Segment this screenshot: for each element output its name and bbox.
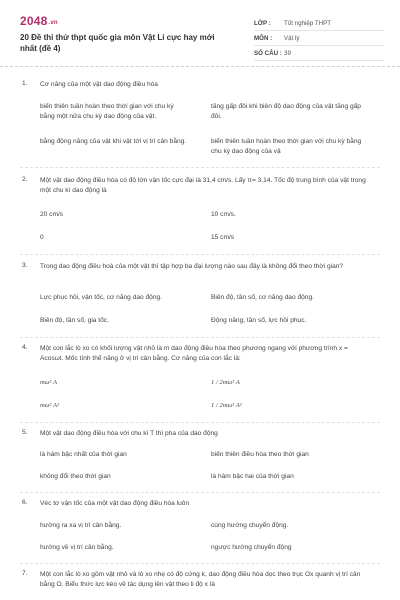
meta-value-mon: Vật lý	[284, 34, 300, 42]
option-c[interactable]: mω² A²	[40, 402, 60, 409]
option-c[interactable]: bằng động năng của vật khi vật tới vị trí cân bằng.	[40, 138, 187, 145]
option-d[interactable]: ngược hướng chuyển động	[211, 544, 292, 551]
meta-row-socau	[254, 46, 384, 61]
meta-row-lop	[254, 16, 384, 31]
meta-row-mon	[254, 31, 384, 46]
page-title: 20 Đề thi thử thpt quốc gia môn Vật Lí cực hay mới nhất (đề 4)	[20, 33, 215, 53]
option-d[interactable]: 15 cm/s	[211, 234, 235, 241]
option-a[interactable]: là hàm bậc nhất của thời gian	[40, 451, 127, 458]
option-a[interactable]: mω² A	[40, 379, 58, 386]
question-number: 6.	[22, 499, 28, 506]
option-d[interactable]: Động năng, tần số, lực hồi phục.	[211, 317, 307, 324]
option-b[interactable]: Biên độ, tần số, cơ năng dao động.	[211, 294, 314, 301]
question-text: Một con lắc lò xo gồm vật nhỏ và lò xo nhẹ có độ cứng k, dao động điều hòa dọc theo trục Ox quanh vị trí cân bằng O. Biểu thức lực kéo về tác dụng lên vật theo li độ x là	[40, 571, 361, 588]
question-text: Một con lắc lò xo có khối lượng vật nhỏ là m dao động điều hòa theo phương ngang với phương trình x = Acosωt. Mốc tính thế năng ở vị trí cân bằng. Cơ năng của con lắc là:	[40, 345, 348, 362]
question-text: Cơ năng của một vật dao động điều hòa	[40, 81, 158, 88]
logo-text: 2048	[20, 14, 48, 28]
question-number: 1.	[22, 80, 28, 87]
question-text: Một vật dao động điều hòa với chu kì T thì pha của dao động	[40, 430, 218, 437]
exam-meta	[254, 16, 384, 61]
divider	[20, 254, 380, 255]
option-b[interactable]: biến thiên điều hòa theo thời gian	[211, 451, 309, 458]
option-d[interactable]: là hàm bậc hai của thời gian	[211, 473, 294, 480]
meta-label-lop: LỚP :	[254, 19, 271, 27]
divider	[20, 337, 380, 338]
question-number: 5.	[22, 429, 28, 436]
option-b[interactable]: 1 / 2mω² A	[211, 379, 240, 386]
option-d[interactable]: biến thiên tuần hoàn theo thời gian với chu kỳ bằng chu kỳ dao động của vậ	[211, 138, 362, 155]
question-text: Trong dao động điều hoà của một vật thì tập hợp ba đại lượng nào sau đây là không đổi theo thời gian?	[40, 263, 344, 270]
site-logo[interactable]	[20, 14, 58, 28]
meta-label-mon: MÔN :	[254, 34, 273, 42]
divider	[20, 167, 380, 168]
option-a[interactable]: hướng ra xa vị trí cân bằng.	[40, 522, 122, 529]
meta-label-socau: SỐ CÂU :	[254, 49, 282, 57]
header	[0, 0, 400, 67]
option-a[interactable]: biến thiên tuần hoàn theo thời gian với chu kỳ bằng một nửa chu kỳ dao động của vật.	[40, 103, 174, 120]
option-a[interactable]: 20 cm/s	[40, 211, 64, 218]
option-b[interactable]: cùng hướng chuyển động.	[211, 522, 289, 529]
option-c[interactable]: 0	[40, 234, 44, 241]
option-b[interactable]: 10 cm/s.	[211, 211, 236, 218]
option-c[interactable]: hướng về vị trí cân bằng.	[40, 544, 114, 551]
option-b[interactable]: tăng gấp đôi khi biên độ dao động của vật tăng gấp đôi.	[211, 103, 361, 120]
option-d[interactable]: 1 / 2mω² A²	[211, 402, 242, 409]
meta-value-socau: 39	[284, 49, 291, 57]
question-text: Một vật dao động điều hòa có độ lớn vận tốc cực đại là 31,4 cm/s. Lấy π= 3,14. Tốc độ trung bình của vật trong một chu kì dao động là	[40, 177, 366, 194]
option-c[interactable]: Biên độ, tần số, gia tốc.	[40, 317, 109, 324]
divider	[20, 422, 380, 423]
divider	[20, 563, 380, 564]
option-c[interactable]: không đổi theo thời gian	[40, 473, 111, 480]
question-text: Véc tơ vận tốc của một vật dao động điều hòa luôn	[40, 500, 190, 507]
option-a[interactable]: Lực phục hồi, vận tốc, cơ năng dao động.	[40, 294, 163, 301]
question-number: 7.	[22, 570, 28, 577]
logo-suffix: .vn	[48, 20, 58, 26]
divider	[20, 492, 380, 493]
question-number: 2.	[22, 176, 28, 183]
meta-value-lop: Tốt nghiệp THPT	[284, 19, 332, 27]
question-number: 4.	[22, 344, 28, 351]
question-number: 3.	[22, 262, 28, 269]
